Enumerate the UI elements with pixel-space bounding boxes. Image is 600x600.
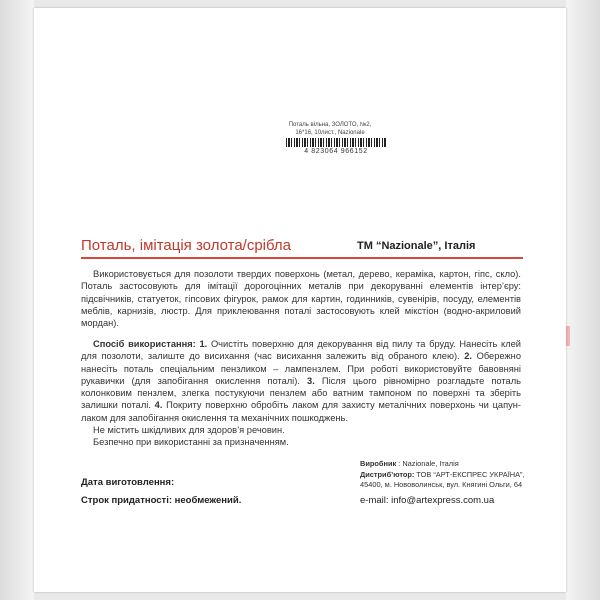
distributor-address: 45400, м. Нововолинськ, вул. Княгині Ольги, 64 [360,480,523,489]
distributor-value: ТОВ “АРТ-ЕКСПРЕС УКРАЇНА”, [414,469,525,479]
distributor-line [360,470,540,481]
step-4-number: 4. [154,400,163,411]
barcode-product-line-2: 16*16, 10лист., Nazionale [295,130,365,136]
barcode-number: 4 823064 966152 [304,148,368,155]
manufacture-date-label: Дата виготовлення: [81,477,175,488]
usage-step-3: Після цього рівномірно розгладьте поталь колонковим пензлем, злегка постукуючи пензлем або ватним тампоном по поверхні та зберіть залишки поталі. [81,375,521,411]
barcode-product-line-1: Поталь вільна, ЗОЛОТО, №2, [288,122,372,128]
maker-line [360,459,540,470]
left-edge [0,0,34,600]
usage-step-2: Обережно нанесіть поталь спеціальним пензликом – лампензлем. При роботі використовуйте бавовняні рукавички (для запобігання окислення поталі). [81,351,521,386]
barcode-bars-icon [286,138,386,147]
usage-paragraph [81,338,521,424]
step-3-number: 3. [307,375,315,386]
maker-label: Виробник [360,459,397,468]
safety-line-2: Безпечно при використанні за призначенням. [93,437,289,448]
product-title: Поталь, імітація золота/срібла [81,237,292,254]
maker-value: : Nazionale, Італія [396,459,459,468]
step-2-number: 2. [464,351,472,362]
intro-paragraph: Використовується для позолоти твердих поверхонь (метал, дерево, кераміка, картон, гіпс, скло). Поталь застосовують для імітації дорогоцінних металів при декоруванні елементів інтер’єру: підсвічників, статуеток, гіпсових фігурок, рамок для картин, годинників, сувенірів, посуду, елементів меблів, карнизів, люстр. Для приклеювання поталі застосовують клей мікстіон (водно-акриловий мордан). [81,269,521,329]
right-edge [566,0,600,600]
contact-email: e-mail: info@artexpress.com.ua [360,495,495,506]
shelf-life: Строк придатності: необмежений. [81,495,242,506]
brand-origin: ТМ “Nazionale”, Італія [357,240,476,252]
safety-line-1: Не містить шкідливих для здоров’я речовин. [93,425,285,435]
distributor-label: Дистриб’ютор: [360,469,415,479]
usage-step-4: Покриту поверхню обробіть лаком для захисту металічних поверхонь чи цапун-лаком для запобігання окислення та механічних пошкоджень. [81,400,521,423]
usage-label: Спосіб використання: 1. [93,339,208,349]
safety-notes [93,424,513,449]
manufacturer-block [360,459,540,491]
usage-step-1: Очистіть поверхню для декорування від пилу та бруду. Нанесіть клей для позолоти, залиште до висихання (час висихання залежить від обраного клею). [81,339,521,362]
title-divider [81,257,523,259]
barcode-sticker [250,121,450,155]
